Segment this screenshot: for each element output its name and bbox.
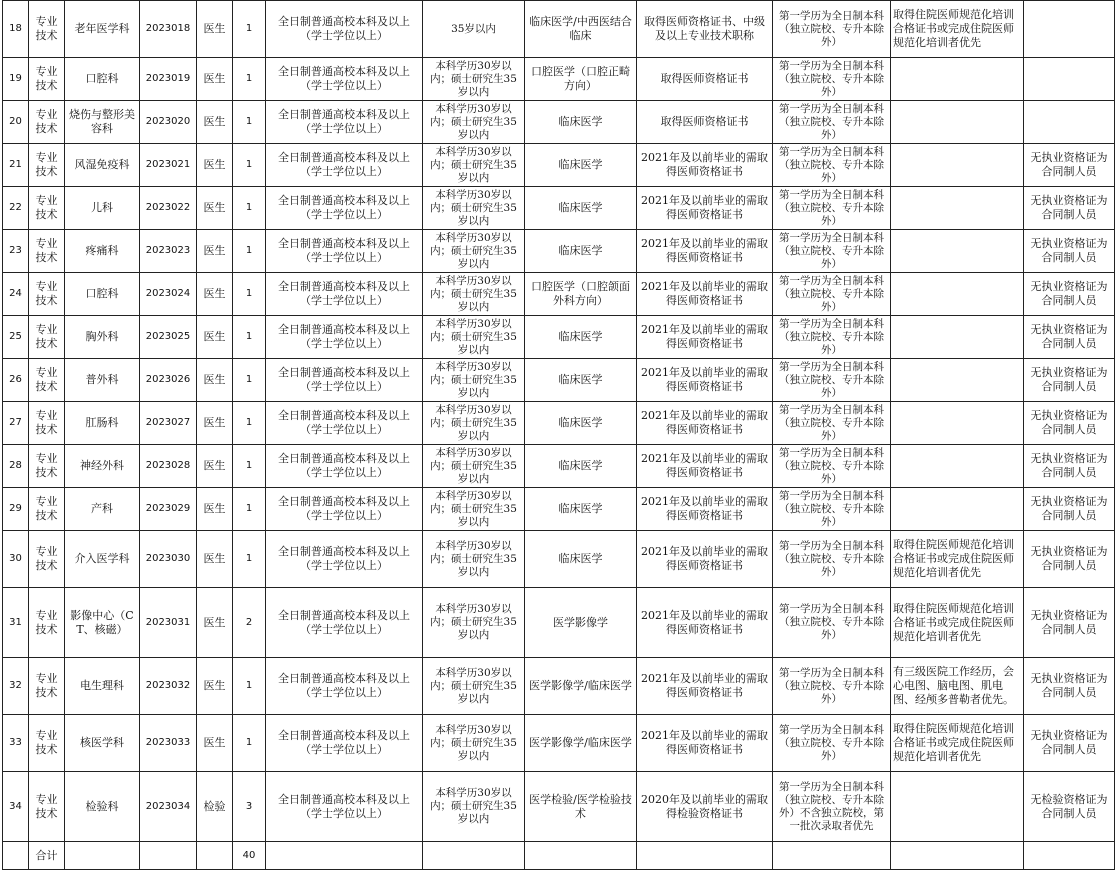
- requirement-cell: 第一学历为全日制本科（独立院校、专升本除外）: [773, 588, 891, 658]
- major-cell: 医学检验/医学检验技术: [525, 772, 637, 842]
- requirement-cell: 第一学历为全日制本科（独立院校、专升本除外）: [773, 658, 891, 715]
- preference-cell: [891, 58, 1024, 101]
- certificate-cell: 2021年及以前毕业的需取得医师资格证书: [637, 230, 773, 273]
- major-cell: 临床医学: [525, 531, 637, 588]
- preference-cell: 取得住院医师规范化培训合格证书或完成住院医师规范化培训者优先: [891, 588, 1024, 658]
- preference-cell: [891, 144, 1024, 187]
- education-cell: 全日制普通高校本科及以上（学士学位以上）: [266, 445, 423, 488]
- certificate-cell: 2021年及以前毕业的需取得医师资格证书: [637, 273, 773, 316]
- note-cell: [1024, 58, 1115, 101]
- age-cell: 35岁以内: [423, 1, 525, 58]
- headcount-cell: 3: [233, 772, 266, 842]
- department-cell: 普外科: [65, 359, 140, 402]
- preference-cell: [891, 772, 1024, 842]
- category-cell: 专业技术: [29, 402, 65, 445]
- headcount-cell: 1: [233, 316, 266, 359]
- position-code-cell: 2023019: [140, 58, 197, 101]
- table-row: [3, 1, 1115, 58]
- preference-cell: [891, 359, 1024, 402]
- preference-cell: 取得住院医师规范化培训合格证书或完成住院医师规范化培训者优先: [891, 531, 1024, 588]
- category-cell: 专业技术: [29, 658, 65, 715]
- headcount-cell: 1: [233, 359, 266, 402]
- certificate-cell: 2021年及以前毕业的需取得医师资格证书: [637, 531, 773, 588]
- headcount-cell: 1: [233, 715, 266, 772]
- major-cell: 临床医学: [525, 230, 637, 273]
- education-cell: 全日制普通高校本科及以上（学士学位以上）: [266, 101, 423, 144]
- major-cell: 医学影像学: [525, 588, 637, 658]
- position-code-cell: 2023018: [140, 1, 197, 58]
- preference-cell: 取得住院医师规范化培训合格证书或完成住院医师规范化培训者优先: [891, 715, 1024, 772]
- note-cell: 无执业资格证为合同制人员: [1024, 531, 1115, 588]
- row-number-cell: 24: [3, 273, 29, 316]
- position-type-cell: 医生: [197, 488, 233, 531]
- headcount-cell: 1: [233, 187, 266, 230]
- requirement-cell: 第一学历为全日制本科（独立院校、专升本除外）: [773, 488, 891, 531]
- row-number-cell: 27: [3, 402, 29, 445]
- position-type-cell: 医生: [197, 273, 233, 316]
- certificate-cell: 取得医师资格证书: [637, 58, 773, 101]
- certificate-cell: 2021年及以前毕业的需取得医师资格证书: [637, 658, 773, 715]
- position-type-cell: 医生: [197, 531, 233, 588]
- major-cell: 临床医学: [525, 316, 637, 359]
- preference-cell: [891, 445, 1024, 488]
- education-cell: 全日制普通高校本科及以上（学士学位以上）: [266, 531, 423, 588]
- category-cell: 专业技术: [29, 273, 65, 316]
- position-code-cell: 2023027: [140, 402, 197, 445]
- position-code-cell: 2023022: [140, 187, 197, 230]
- requirement-cell: 第一学历为全日制本科（独立院校、专升本除外）: [773, 101, 891, 144]
- department-cell: 产科: [65, 488, 140, 531]
- note-cell: 无执业资格证为合同制人员: [1024, 144, 1115, 187]
- education-cell: 全日制普通高校本科及以上（学士学位以上）: [266, 144, 423, 187]
- major-cell: 临床医学: [525, 402, 637, 445]
- major-cell: 临床医学/中西医结合临床: [525, 1, 637, 58]
- department-cell: 老年医学科: [65, 1, 140, 58]
- department-cell: 胸外科: [65, 316, 140, 359]
- age-cell: 本科学历30岁以内；硕士研究生35岁以内: [423, 445, 525, 488]
- requirement-cell: 第一学历为全日制本科（独立院校、专升本除外）: [773, 144, 891, 187]
- requirement-cell: 第一学历为全日制本科（独立院校、专升本除外）: [773, 359, 891, 402]
- category-cell: 专业技术: [29, 58, 65, 101]
- major-cell: 临床医学: [525, 144, 637, 187]
- table-row: [3, 359, 1115, 402]
- total-cell-empty: [637, 842, 773, 870]
- headcount-cell: 1: [233, 445, 266, 488]
- total-row: [3, 842, 1115, 870]
- table-row: [3, 58, 1115, 101]
- requirement-cell: 第一学历为全日制本科（独立院校、专升本除外）: [773, 316, 891, 359]
- table-row: [3, 101, 1115, 144]
- age-cell: 本科学历30岁以内；硕士研究生35岁以内: [423, 402, 525, 445]
- requirement-cell: 第一学历为全日制本科（独立院校、专升本除外）: [773, 58, 891, 101]
- preference-cell: [891, 316, 1024, 359]
- position-type-cell: 医生: [197, 445, 233, 488]
- requirement-cell: 第一学历为全日制本科（独立院校、专升本除外）: [773, 445, 891, 488]
- row-number-cell: 32: [3, 658, 29, 715]
- position-code-cell: 2023021: [140, 144, 197, 187]
- preference-cell: [891, 101, 1024, 144]
- position-code-cell: 2023034: [140, 772, 197, 842]
- category-cell: 专业技术: [29, 588, 65, 658]
- category-cell: 专业技术: [29, 316, 65, 359]
- total-cell-empty: [3, 842, 29, 870]
- table-body: [3, 1, 1115, 870]
- requirement-cell: 第一学历为全日制本科（独立院校、专升本除外）: [773, 187, 891, 230]
- preference-cell: [891, 402, 1024, 445]
- note-cell: 无执业资格证为合同制人员: [1024, 273, 1115, 316]
- table-row: [3, 531, 1115, 588]
- total-cell-empty: [423, 842, 525, 870]
- certificate-cell: 2021年及以前毕业的需取得医师资格证书: [637, 445, 773, 488]
- age-cell: 本科学历30岁以内；硕士研究生35岁以内: [423, 316, 525, 359]
- total-cell-empty: [891, 842, 1024, 870]
- certificate-cell: 2021年及以前毕业的需取得医师资格证书: [637, 316, 773, 359]
- department-cell: 儿科: [65, 187, 140, 230]
- table-row: [3, 588, 1115, 658]
- requirement-cell: 第一学历为全日制本科（独立院校、专升本除外）: [773, 1, 891, 58]
- education-cell: 全日制普通高校本科及以上（学士学位以上）: [266, 58, 423, 101]
- age-cell: 本科学历30岁以内；硕士研究生35岁以内: [423, 531, 525, 588]
- category-cell: 专业技术: [29, 101, 65, 144]
- table-row: [3, 230, 1115, 273]
- certificate-cell: 2021年及以前毕业的需取得医师资格证书: [637, 402, 773, 445]
- preference-cell: [891, 488, 1024, 531]
- position-type-cell: 检验: [197, 772, 233, 842]
- certificate-cell: 2021年及以前毕业的需取得医师资格证书: [637, 715, 773, 772]
- category-cell: 专业技术: [29, 445, 65, 488]
- recruitment-table: [2, 0, 1115, 870]
- age-cell: 本科学历30岁以内；硕士研究生35岁以内: [423, 58, 525, 101]
- category-cell: 专业技术: [29, 715, 65, 772]
- total-cell-empty: [773, 842, 891, 870]
- table-row: [3, 715, 1115, 772]
- total-count: 40: [233, 842, 266, 870]
- certificate-cell: 2021年及以前毕业的需取得医师资格证书: [637, 359, 773, 402]
- education-cell: 全日制普通高校本科及以上（学士学位以上）: [266, 588, 423, 658]
- major-cell: 口腔医学（口腔颌面外科方向）: [525, 273, 637, 316]
- row-number-cell: 20: [3, 101, 29, 144]
- category-cell: 专业技术: [29, 359, 65, 402]
- row-number-cell: 28: [3, 445, 29, 488]
- major-cell: 临床医学: [525, 187, 637, 230]
- category-cell: 专业技术: [29, 230, 65, 273]
- note-cell: 无执业资格证为合同制人员: [1024, 715, 1115, 772]
- requirement-cell: 第一学历为全日制本科（独立院校、专升本除外）: [773, 715, 891, 772]
- table-row: [3, 772, 1115, 842]
- table-row: [3, 445, 1115, 488]
- education-cell: 全日制普通高校本科及以上（学士学位以上）: [266, 230, 423, 273]
- major-cell: 临床医学: [525, 445, 637, 488]
- category-cell: 专业技术: [29, 772, 65, 842]
- requirement-cell: 第一学历为全日制本科（独立院校、专升本除外）: [773, 273, 891, 316]
- note-cell: 无执业资格证为合同制人员: [1024, 187, 1115, 230]
- position-code-cell: 2023031: [140, 588, 197, 658]
- table-row: [3, 658, 1115, 715]
- row-number-cell: 29: [3, 488, 29, 531]
- row-number-cell: 23: [3, 230, 29, 273]
- major-cell: 口腔医学（口腔正畸方向）: [525, 58, 637, 101]
- preference-cell: 取得住院医师规范化培训合格证书或完成住院医师规范化培训者优先: [891, 1, 1024, 58]
- position-type-cell: 医生: [197, 715, 233, 772]
- education-cell: 全日制普通高校本科及以上（学士学位以上）: [266, 316, 423, 359]
- age-cell: 本科学历30岁以内；硕士研究生35岁以内: [423, 187, 525, 230]
- education-cell: 全日制普通高校本科及以上（学士学位以上）: [266, 715, 423, 772]
- position-type-cell: 医生: [197, 588, 233, 658]
- certificate-cell: 取得医师资格证书: [637, 101, 773, 144]
- position-type-cell: 医生: [197, 144, 233, 187]
- row-number-cell: 19: [3, 58, 29, 101]
- row-number-cell: 22: [3, 187, 29, 230]
- position-code-cell: 2023025: [140, 316, 197, 359]
- note-cell: 无执业资格证为合同制人员: [1024, 445, 1115, 488]
- preference-cell: [891, 273, 1024, 316]
- preference-cell: 有三级医院工作经历，会心电图、脑电图、肌电图、经颅多普勒者优先。: [891, 658, 1024, 715]
- row-number-cell: 31: [3, 588, 29, 658]
- row-number-cell: 34: [3, 772, 29, 842]
- department-cell: 介入医学科: [65, 531, 140, 588]
- education-cell: 全日制普通高校本科及以上（学士学位以上）: [266, 187, 423, 230]
- total-cell-empty: [525, 842, 637, 870]
- note-cell: 无执业资格证为合同制人员: [1024, 359, 1115, 402]
- age-cell: 本科学历30岁以内；硕士研究生35岁以内: [423, 230, 525, 273]
- position-code-cell: 2023029: [140, 488, 197, 531]
- age-cell: 本科学历30岁以内；硕士研究生35岁以内: [423, 588, 525, 658]
- department-cell: 影像中心（CT、核磁）: [65, 588, 140, 658]
- headcount-cell: 1: [233, 230, 266, 273]
- row-number-cell: 33: [3, 715, 29, 772]
- total-cell-empty: [65, 842, 140, 870]
- age-cell: 本科学历30岁以内；硕士研究生35岁以内: [423, 273, 525, 316]
- position-code-cell: 2023030: [140, 531, 197, 588]
- department-cell: 烧伤与整形美容科: [65, 101, 140, 144]
- education-cell: 全日制普通高校本科及以上（学士学位以上）: [266, 273, 423, 316]
- department-cell: 电生理科: [65, 658, 140, 715]
- table-row: [3, 144, 1115, 187]
- note-cell: 无执业资格证为合同制人员: [1024, 402, 1115, 445]
- position-type-cell: 医生: [197, 101, 233, 144]
- category-cell: 专业技术: [29, 187, 65, 230]
- note-cell: 无执业资格证为合同制人员: [1024, 230, 1115, 273]
- education-cell: 全日制普通高校本科及以上（学士学位以上）: [266, 772, 423, 842]
- table-row: [3, 488, 1115, 531]
- note-cell: 无执业资格证为合同制人员: [1024, 588, 1115, 658]
- position-code-cell: 2023032: [140, 658, 197, 715]
- age-cell: 本科学历30岁以内；硕士研究生35岁以内: [423, 144, 525, 187]
- department-cell: 口腔科: [65, 58, 140, 101]
- row-number-cell: 21: [3, 144, 29, 187]
- total-cell-empty: [1024, 842, 1115, 870]
- education-cell: 全日制普通高校本科及以上（学士学位以上）: [266, 1, 423, 58]
- headcount-cell: 1: [233, 658, 266, 715]
- position-type-cell: 医生: [197, 1, 233, 58]
- department-cell: 口腔科: [65, 273, 140, 316]
- table-row: [3, 316, 1115, 359]
- category-cell: 专业技术: [29, 144, 65, 187]
- department-cell: 疼痛科: [65, 230, 140, 273]
- headcount-cell: 1: [233, 488, 266, 531]
- headcount-cell: 1: [233, 1, 266, 58]
- age-cell: 本科学历30岁以内；硕士研究生35岁以内: [423, 359, 525, 402]
- department-cell: 风湿免疫科: [65, 144, 140, 187]
- note-cell: 无执业资格证为合同制人员: [1024, 316, 1115, 359]
- category-cell: 专业技术: [29, 1, 65, 58]
- category-cell: 专业技术: [29, 531, 65, 588]
- age-cell: 本科学历30岁以内；硕士研究生35岁以内: [423, 772, 525, 842]
- position-code-cell: 2023024: [140, 273, 197, 316]
- certificate-cell: 2021年及以前毕业的需取得医师资格证书: [637, 187, 773, 230]
- position-type-cell: 医生: [197, 359, 233, 402]
- position-type-cell: 医生: [197, 58, 233, 101]
- note-cell: 无执业资格证为合同制人员: [1024, 658, 1115, 715]
- major-cell: 临床医学: [525, 359, 637, 402]
- position-type-cell: 医生: [197, 658, 233, 715]
- major-cell: 临床医学: [525, 101, 637, 144]
- table-row: [3, 273, 1115, 316]
- headcount-cell: 1: [233, 402, 266, 445]
- department-cell: 肛肠科: [65, 402, 140, 445]
- headcount-cell: 1: [233, 144, 266, 187]
- certificate-cell: 2020年及以前毕业的需取得检验资格证书: [637, 772, 773, 842]
- department-cell: 核医学科: [65, 715, 140, 772]
- note-cell: 无检验资格证为合同制人员: [1024, 772, 1115, 842]
- total-label: 合计: [29, 842, 65, 870]
- headcount-cell: 1: [233, 58, 266, 101]
- position-type-cell: 医生: [197, 230, 233, 273]
- major-cell: 医学影像学/临床医学: [525, 715, 637, 772]
- age-cell: 本科学历30岁以内；硕士研究生35岁以内: [423, 101, 525, 144]
- position-type-cell: 医生: [197, 316, 233, 359]
- requirement-cell: 第一学历为全日制本科（独立院校、专升本除外）不含独立院校，第一批次录取者优先: [773, 772, 891, 842]
- preference-cell: [891, 187, 1024, 230]
- major-cell: 临床医学: [525, 488, 637, 531]
- row-number-cell: 25: [3, 316, 29, 359]
- total-cell-empty: [140, 842, 197, 870]
- headcount-cell: 1: [233, 531, 266, 588]
- position-code-cell: 2023020: [140, 101, 197, 144]
- requirement-cell: 第一学历为全日制本科（独立院校、专升本除外）: [773, 402, 891, 445]
- requirement-cell: 第一学历为全日制本科（独立院校、专升本除外）: [773, 230, 891, 273]
- headcount-cell: 1: [233, 101, 266, 144]
- row-number-cell: 18: [3, 1, 29, 58]
- note-cell: 无执业资格证为合同制人员: [1024, 488, 1115, 531]
- total-cell-empty: [197, 842, 233, 870]
- category-cell: 专业技术: [29, 488, 65, 531]
- certificate-cell: 2021年及以前毕业的需取得医师资格证书: [637, 488, 773, 531]
- education-cell: 全日制普通高校本科及以上（学士学位以上）: [266, 488, 423, 531]
- department-cell: 神经外科: [65, 445, 140, 488]
- position-type-cell: 医生: [197, 402, 233, 445]
- education-cell: 全日制普通高校本科及以上（学士学位以上）: [266, 658, 423, 715]
- total-cell-empty: [266, 842, 423, 870]
- position-code-cell: 2023028: [140, 445, 197, 488]
- age-cell: 本科学历30岁以内；硕士研究生35岁以内: [423, 488, 525, 531]
- position-code-cell: 2023026: [140, 359, 197, 402]
- row-number-cell: 30: [3, 531, 29, 588]
- table-row: [3, 187, 1115, 230]
- department-cell: 检验科: [65, 772, 140, 842]
- age-cell: 本科学历30岁以内；硕士研究生35岁以内: [423, 715, 525, 772]
- position-code-cell: 2023033: [140, 715, 197, 772]
- certificate-cell: 取得医师资格证书、中级及以上专业技术职称: [637, 1, 773, 58]
- note-cell: [1024, 101, 1115, 144]
- note-cell: [1024, 1, 1115, 58]
- position-code-cell: 2023023: [140, 230, 197, 273]
- requirement-cell: 第一学历为全日制本科（独立院校、专升本除外）: [773, 531, 891, 588]
- table-row: [3, 402, 1115, 445]
- headcount-cell: 2: [233, 588, 266, 658]
- major-cell: 医学影像学/临床医学: [525, 658, 637, 715]
- education-cell: 全日制普通高校本科及以上（学士学位以上）: [266, 402, 423, 445]
- position-type-cell: 医生: [197, 187, 233, 230]
- certificate-cell: 2021年及以前毕业的需取得医师资格证书: [637, 588, 773, 658]
- certificate-cell: 2021年及以前毕业的需取得医师资格证书: [637, 144, 773, 187]
- age-cell: 本科学历30岁以内；硕士研究生35岁以内: [423, 658, 525, 715]
- education-cell: 全日制普通高校本科及以上（学士学位以上）: [266, 359, 423, 402]
- headcount-cell: 1: [233, 273, 266, 316]
- preference-cell: [891, 230, 1024, 273]
- row-number-cell: 26: [3, 359, 29, 402]
